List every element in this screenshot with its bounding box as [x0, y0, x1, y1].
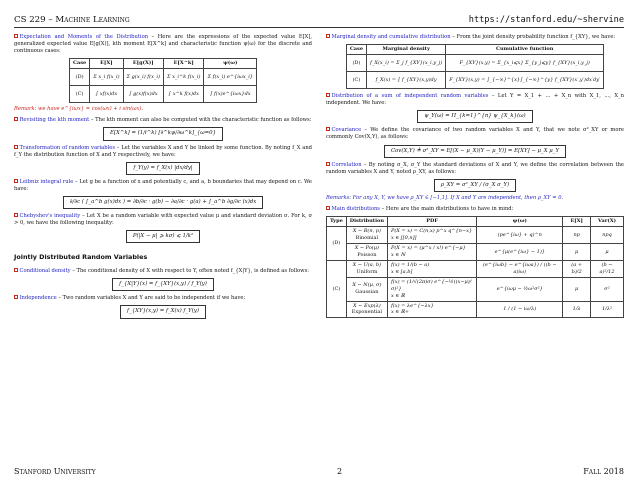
section-text: – Let X be a random variable with expected value μ and standard deviation σ. For k, σ > 0, we have the following inequality: — [14, 213, 313, 227]
section-title: Correlation — [331, 161, 362, 168]
pdf-domain: x ∈ ℝ — [390, 292, 405, 299]
table-row — [327, 227, 624, 244]
table-cell: ∫ g(x)f(x)dx — [123, 86, 163, 103]
table-cell — [387, 261, 476, 278]
section-text: – Here are the expressions of the expected value E[X], generalized expected value E[g(X)], kth moment E[X^k] and characteristic function ψ(ω) for the discrete and continuous cases: — [14, 34, 312, 55]
section-title: Distribution of a sum of independent random variables — [331, 93, 489, 100]
checkbox-icon — [326, 206, 330, 210]
pdf: f(x) = (1/√(2π)σ) e^{−½((x−μ)/σ)²} — [390, 279, 472, 292]
pdf: f(x) = λe^{−λx} — [390, 302, 434, 309]
checkbox-icon — [14, 34, 18, 38]
pdf-domain: x ∈ ℝ+ — [390, 309, 410, 316]
table-cell: (pe^{iω} + q)^n — [477, 227, 563, 244]
equation-box: f_{X|Y}(x) = f_{XY}(x,y) / f_Y(y) — [112, 278, 214, 291]
section-text: – By noting σ_X, σ_Y the standard deviations of X and Y, we define the correlation between the random variables X and Y, noted ρ_XY, as follows: — [326, 161, 624, 175]
table-cell: μ — [563, 277, 591, 301]
table-row — [346, 55, 603, 72]
checkbox-icon — [14, 117, 18, 121]
section-text: – Let g be a function of x and potentially c, and a, b boundaries that may depend on c. We have: — [14, 178, 312, 192]
course-title: CS 229 – Machine Learning — [14, 15, 130, 26]
table-header: Var(X) — [591, 217, 624, 227]
table-cell — [346, 227, 387, 244]
equation-box: Cov(X,Y) ≜ σ²_XY = E[(X − μ_X)(Y − μ_Y)] = E[XY] − μ_X μ_Y — [384, 145, 566, 158]
table-cell: (C) — [327, 261, 347, 318]
section-main-distributions — [326, 206, 624, 318]
section-title: Chebyshev's inequality — [19, 213, 81, 220]
table-header: Cumulative function — [446, 45, 604, 55]
table-cell: e^{iωμ − ½ω²σ²} — [477, 277, 563, 301]
page-header — [14, 9, 624, 27]
dist-name: Exponential — [351, 309, 383, 316]
section-title: Transformation of random variables — [19, 144, 115, 151]
table-cell: f_X(x_i) = Σ_j f_{XY}(x_i,y_j) — [367, 55, 446, 72]
section-title: Main distributions — [331, 206, 380, 213]
table-cell — [387, 301, 476, 318]
table-row — [327, 261, 624, 278]
checkbox-icon — [14, 213, 18, 217]
pdf: f(x) = 1/(b − a) — [390, 262, 430, 269]
table-cell — [346, 277, 387, 301]
section-correlation — [326, 162, 624, 202]
table-header: Case — [346, 45, 366, 55]
checkbox-icon — [326, 162, 330, 166]
table-row — [70, 86, 257, 103]
equation-box: P(|X − μ| ⩾ kσ) ⩽ 1/k² — [126, 230, 200, 243]
pdf: P(X = x) = (μ^x / x!) e^{−μ} — [390, 245, 466, 252]
checkbox-icon — [326, 93, 330, 97]
checkbox-icon — [326, 127, 330, 131]
dist-notation: X ∼ Exp(λ) — [353, 302, 381, 309]
table-cell: 1 / (1 − iω/λ) — [477, 301, 563, 318]
pdf-domain: x ∈ ℕ — [390, 252, 406, 259]
table-cell: μ — [563, 244, 591, 261]
section-text: – The conditional density of X with respect to Y, often noted f_{X|Y}, is defined as follows: — [70, 268, 310, 275]
section-title: Covariance — [331, 127, 362, 134]
table-header: ψ(ω) — [204, 59, 257, 69]
section-independence — [14, 295, 312, 318]
table-header: ψ(ω) — [477, 217, 563, 227]
table-cell: Σ x_i^k f(x_i) — [163, 69, 204, 86]
table-header: E[X^k] — [163, 59, 204, 69]
table-cell: (a + b)/2 — [563, 261, 591, 278]
header-rule — [14, 27, 624, 28]
checkbox-icon — [14, 179, 18, 183]
pdf: P(X = x) = C(n,x) p^x q^{n−x} — [390, 228, 473, 235]
dist-name: Uniform — [356, 268, 378, 275]
table-cell: (D) — [327, 227, 347, 261]
table-cell — [387, 227, 476, 244]
section-sum — [326, 93, 624, 123]
section-expectation — [14, 34, 312, 113]
dist-notation: X ∼ B(n, p) — [352, 228, 381, 235]
pdf-domain: x ∈ [[0,n]] — [390, 235, 417, 242]
right-column — [326, 34, 624, 322]
section-title: Independence — [19, 295, 57, 302]
section-kth-moment — [14, 117, 312, 140]
table-header: PDF — [387, 217, 476, 227]
table-header: Type — [327, 217, 347, 227]
table-row — [70, 69, 257, 86]
table-cell — [387, 244, 476, 261]
remark: Remarks: For any X, Y, we have ρ_XY ∈ [−1,1]. If X and Y are independent, then ρ_XY = 0. — [326, 195, 564, 202]
table-cell: (C) — [70, 86, 90, 103]
checkbox-icon — [14, 145, 18, 149]
moments-table — [69, 58, 257, 103]
dist-notation: X ∼ N(μ, σ) — [352, 282, 382, 289]
table-cell — [387, 277, 476, 301]
table-header: E[g(X)] — [123, 59, 163, 69]
distributions-table — [326, 216, 624, 318]
equation-box: ∂/∂c ( ∫_a^b g(x)dx ) = ∂b/∂c · g(b) − ∂a/∂c · g(a) + ∫_a^b ∂g/∂c (x)dx — [63, 196, 264, 209]
table-cell: Σ g(x_i) f(x_i) — [123, 69, 163, 86]
table-cell: Σ x_i f(x_i) — [90, 69, 123, 86]
checkbox-icon — [14, 295, 18, 299]
equation-box: E[X^k] = (1/i^k) [∂^kψ/∂ω^k]_{ω=0} — [103, 127, 223, 140]
footer-institution: Stanford University — [14, 467, 96, 476]
table-cell: μ — [591, 244, 624, 261]
table-cell: f_X(x) = ∫ f_{XY}(x,y)dy — [367, 72, 446, 89]
section-text: – Here are the main distributions to have in mind: — [379, 206, 514, 213]
dist-notation: X ∼ U(a, b) — [352, 262, 382, 269]
equation-box: f_{XY}(x,y) = f_X(x) f_Y(y) — [120, 305, 206, 318]
table-row — [346, 72, 603, 89]
section-title: Revisiting the kth moment — [19, 117, 90, 124]
section-text: – Two random variables X and Y are said to be independent if we have: — [56, 295, 246, 302]
table-cell: F_{XY}(x,y) = Σ_{x_i⩽x} Σ_{y_j⩽y} f_{XY}(x_i,y_j) — [446, 55, 604, 72]
section-text: – Let the variables X and Y be linked by some function. By noting f_X and f_Y the distribution function of X and Y respectively, we have: — [14, 144, 312, 158]
section-conditional — [14, 268, 312, 291]
table-row — [327, 244, 624, 261]
table-cell: Σ f(x_i) e^{iωx_i} — [204, 69, 257, 86]
footer-term: Fall 2018 — [583, 467, 624, 476]
table-cell: npq — [591, 227, 624, 244]
table-cell: np — [563, 227, 591, 244]
page-number: 2 — [336, 467, 343, 476]
table-cell — [346, 244, 387, 261]
section-title: Conditional density — [19, 268, 71, 275]
table-cell: (D) — [346, 55, 366, 72]
table-header: Case — [70, 59, 90, 69]
section-covariance — [326, 127, 624, 157]
section-text: – From the joint density probability function f_{XY}, we have: — [450, 34, 616, 40]
table-cell — [346, 301, 387, 318]
section-text: – Let Y = X_1 + ... + X_n with X_1, ..., X_n independent. We have: — [326, 93, 624, 107]
table-cell: ∫ xf(x)dx — [90, 86, 123, 103]
table-cell: σ² — [591, 277, 624, 301]
table-header: E[X] — [90, 59, 123, 69]
dist-name: Gaussian — [355, 289, 379, 296]
table-header: Distribution — [346, 217, 387, 227]
dist-name: Binomial — [355, 235, 379, 242]
table-cell: (D) — [70, 69, 90, 86]
page-footer — [14, 467, 624, 478]
section-text: – The kth moment can also be computed with the characteristic function as follows: — [89, 117, 312, 124]
dist-name: Poisson — [357, 252, 377, 259]
table-row — [327, 301, 624, 318]
table-row — [327, 277, 624, 301]
pdf-domain: x ∈ [a,b] — [390, 268, 413, 275]
source-url[interactable]: https://stanford.edu/~shervine — [468, 15, 624, 26]
section-title: Expectation and Moments of the Distribution — [19, 34, 149, 40]
section-text: – We define the covariance of two random variables X and Y, that we note σ²_XY or more commonly Cov(X,Y), as follows: — [326, 127, 624, 141]
table-cell: e^{μ(e^{iω} − 1)} — [477, 244, 563, 261]
equation-box: ρ_XY = σ²_XY / (σ_X σ_Y) — [434, 179, 516, 192]
table-header: Marginal density — [367, 45, 446, 55]
remark: Remark: we have e^{iωx} = cos(ωx) + i sin(ωx). — [14, 106, 144, 113]
table-cell: (C) — [346, 72, 366, 89]
section-marginal — [326, 34, 624, 89]
table-cell: 1/λ² — [591, 301, 624, 318]
table-header: E[X] — [563, 217, 591, 227]
section-transformation — [14, 145, 312, 175]
table-cell: ∫ f(x)e^{iωx}dx — [204, 86, 257, 103]
table-cell: 1/λ — [563, 301, 591, 318]
section-leibniz — [14, 179, 312, 209]
equation-box: ψ_Y(ω) = Π_{k=1}^{n} ψ_{X_k}(ω) — [417, 110, 532, 123]
dist-notation: X ∼ Po(μ) — [354, 245, 379, 252]
section-title: Marginal density and cumulative distribution — [331, 34, 451, 40]
section-heading: Jointly Distributed Random Variables — [14, 253, 148, 262]
table-cell: (b − a)²/12 — [591, 261, 624, 278]
section-title: Leibniz integral rule — [19, 178, 74, 185]
table-cell: (e^{iωb} − e^{iωa}) / ((b − a)iω) — [477, 261, 563, 278]
section-chebyshev — [14, 213, 312, 243]
table-cell: F_{XY}(x,y) = ∫_{−∞}^{x}∫_{−∞}^{y} f_{XY}(x′,y′)dx′dy′ — [446, 72, 604, 89]
left-column — [14, 34, 312, 323]
checkbox-icon — [326, 34, 330, 38]
table-cell — [346, 261, 387, 278]
checkbox-icon — [14, 268, 18, 272]
marginal-table — [346, 44, 604, 89]
table-cell: ∫ x^k f(x)dx — [163, 86, 204, 103]
equation-box: f_Y(y) = f_X(x) |dx/dy| — [126, 162, 199, 175]
